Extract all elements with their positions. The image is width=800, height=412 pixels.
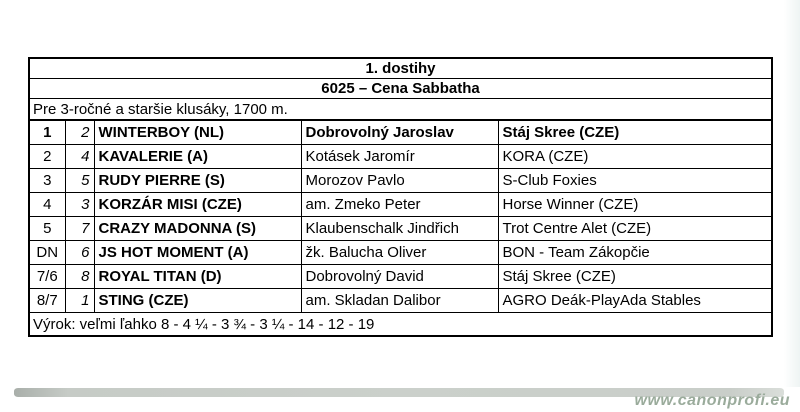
stable-cell: BON - Team Zákopčie [498, 241, 772, 265]
stable-cell: Stáj Skree (CZE) [498, 120, 772, 145]
verdict-row [29, 313, 772, 337]
stable-cell: S-Club Foxies [498, 169, 772, 193]
place-cell: 7/6 [29, 265, 65, 289]
race-name: 6025 – Cena Sabbatha [29, 79, 772, 99]
place-cell: 1 [29, 120, 65, 145]
stable-cell: KORA (CZE) [498, 145, 772, 169]
place-cell: DN [29, 241, 65, 265]
number-cell: 4 [65, 145, 94, 169]
race-results-table [28, 57, 773, 337]
horse-cell: CRAZY MADONNA (S) [94, 217, 301, 241]
stable-cell: Stáj Skree (CZE) [498, 265, 772, 289]
stable-cell: AGRO Deák-PlayAda Stables [498, 289, 772, 313]
race-conditions-row [29, 99, 772, 121]
driver-cell: Dobrovolný David [301, 265, 498, 289]
table-row [29, 265, 772, 289]
race-title-row [29, 58, 772, 79]
table-row [29, 145, 772, 169]
number-cell: 8 [65, 265, 94, 289]
number-cell: 7 [65, 217, 94, 241]
driver-cell: Morozov Pavlo [301, 169, 498, 193]
race-title: 1. dostihy [29, 58, 772, 79]
table-row [29, 289, 772, 313]
number-cell: 2 [65, 120, 94, 145]
table-row [29, 241, 772, 265]
place-cell: 5 [29, 217, 65, 241]
watermark: www.canonprofi.eu [634, 392, 790, 409]
race-conditions: Pre 3-ročné a staršie klusáky, 1700 m. [29, 99, 772, 121]
horse-cell: STING (CZE) [94, 289, 301, 313]
place-cell: 3 [29, 169, 65, 193]
horse-cell: ROYAL TITAN (D) [94, 265, 301, 289]
place-cell: 8/7 [29, 289, 65, 313]
driver-cell: Dobrovolný Jaroslav [301, 120, 498, 145]
page-edge-shading [784, 0, 800, 387]
horse-cell: JS HOT MOMENT (A) [94, 241, 301, 265]
number-cell: 1 [65, 289, 94, 313]
verdict-text: Výrok: veľmi ľahko 8 - 4 ¼ - 3 ¾ - 3 ¼ - 14 - 12 - 19 [29, 313, 772, 337]
place-cell: 2 [29, 145, 65, 169]
table-row [29, 193, 772, 217]
table-row [29, 120, 772, 145]
table-row [29, 217, 772, 241]
driver-cell: am. Zmeko Peter [301, 193, 498, 217]
horse-cell: KAVALERIE (A) [94, 145, 301, 169]
number-cell: 5 [65, 169, 94, 193]
table-row [29, 169, 772, 193]
stable-cell: Horse Winner (CZE) [498, 193, 772, 217]
race-name-row [29, 79, 772, 99]
horse-cell: RUDY PIERRE (S) [94, 169, 301, 193]
driver-cell: žk. Balucha Oliver [301, 241, 498, 265]
driver-cell: Klaubenschalk Jindřich [301, 217, 498, 241]
number-cell: 6 [65, 241, 94, 265]
driver-cell: Kotásek Jaromír [301, 145, 498, 169]
driver-cell: am. Skladan Dalibor [301, 289, 498, 313]
place-cell: 4 [29, 193, 65, 217]
horse-cell: WINTERBOY (NL) [94, 120, 301, 145]
horse-cell: KORZÁR MISI (CZE) [94, 193, 301, 217]
number-cell: 3 [65, 193, 94, 217]
stable-cell: Trot Centre Alet (CZE) [498, 217, 772, 241]
